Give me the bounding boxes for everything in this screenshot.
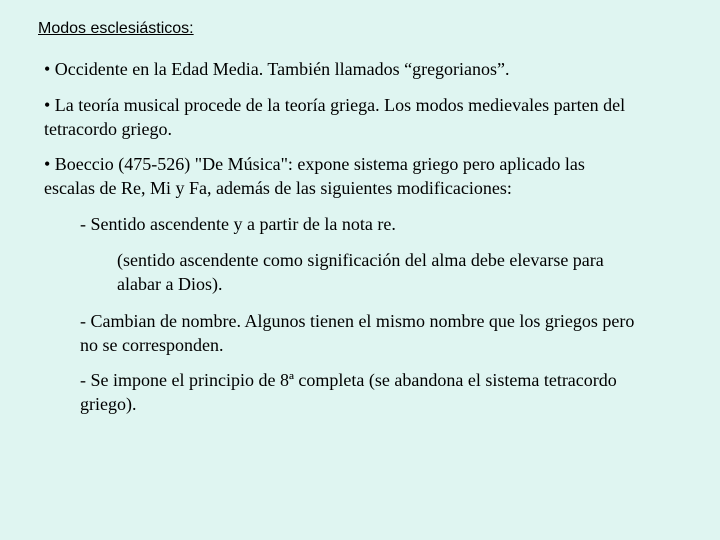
text-line: no se corresponden. xyxy=(80,335,224,355)
text-line: • La teoría musical procede de la teoría griega. Los modos medievales parten del xyxy=(44,95,626,115)
subitem-sentido-ascendente xyxy=(80,212,396,236)
bullet-teoria-musical xyxy=(44,93,625,141)
bullet-boeccio xyxy=(44,152,585,200)
text-line: alabar a Dios). xyxy=(117,274,223,294)
subitem-octava-completa xyxy=(80,368,617,416)
text-line: tetracordo griego. xyxy=(44,119,172,139)
text-line: • Occidente en la Edad Media. También llamados “gregorianos”. xyxy=(44,59,510,79)
text-line: griego). xyxy=(80,394,137,414)
slide-title: Modos esclesiásticos: xyxy=(38,20,194,37)
text-line: - Se impone el principio de 8ª completa (se abandona el sistema tetracordo xyxy=(80,370,617,390)
text-line: - Sentido ascendente y a partir de la nota re. xyxy=(80,214,396,234)
text-line: • Boeccio (475-526) "De Música": expone sistema griego pero aplicado las xyxy=(44,154,585,174)
bullet-occidente xyxy=(44,57,510,81)
subitem-cambian-nombre xyxy=(80,309,634,357)
subitem-nota-alma xyxy=(117,248,604,296)
text-line: escalas de Re, Mi y Fa, además de las siguientes modificaciones: xyxy=(44,178,512,198)
text-line: (sentido ascendente como significación del alma debe elevarse para xyxy=(117,250,604,270)
text-line: - Cambian de nombre. Algunos tienen el mismo nombre que los griegos pero xyxy=(80,311,635,331)
